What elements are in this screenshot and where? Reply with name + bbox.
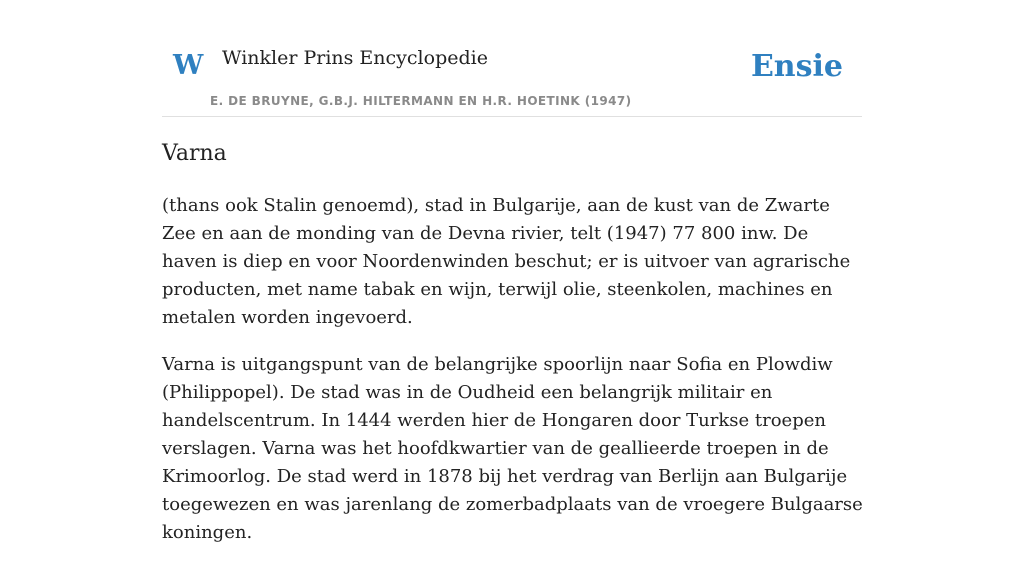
ensie-logo[interactable]: Ensie: [750, 49, 843, 84]
article-paragraph-2: Varna is uitgangspunt van de belangrijke spoorlijn naar Sofia en Plowdiw (Philippopel). De stad was in de Oudheid een belangrijk militair en handelscentrum. In 1444 werden hier de Hongaren door Turkse troepen verslagen. Varna was het hoofdkwartier van de geallieerde troepen in de Krimoorlog. De stad werd in 1878 bij het verdrag van Berlijn aan Bulgarije toegewezen en was jarenlang de zomerbadplaats van de vroegere Bulgaarse koningen.: [162, 353, 863, 543]
winkler-prins-logo[interactable]: W: [173, 50, 204, 81]
article-paragraph-1: (thans ook Stalin genoemd), stad in Bulgarije, aan de kust van de Zwarte Zee en aan de monding van de Devna rivier, telt (1947) 77 800 inw. De haven is diep en voor Noordenwinden beschut; er is uitvoer van agrarische producten, met name tabak en wijn, terwijl olie, steenkolen, machines en metalen worden ingevoerd.: [162, 194, 851, 328]
source-authors: E. DE BRUYNE, G.B.J. HILTERMANN EN H.R. HOETINK (1947): [210, 94, 632, 108]
source-header: [162, 0, 862, 117]
article: [162, 140, 867, 566]
article-title: Varna: [162, 141, 227, 166]
source-title[interactable]: Winkler Prins Encyclopedie: [222, 47, 488, 69]
